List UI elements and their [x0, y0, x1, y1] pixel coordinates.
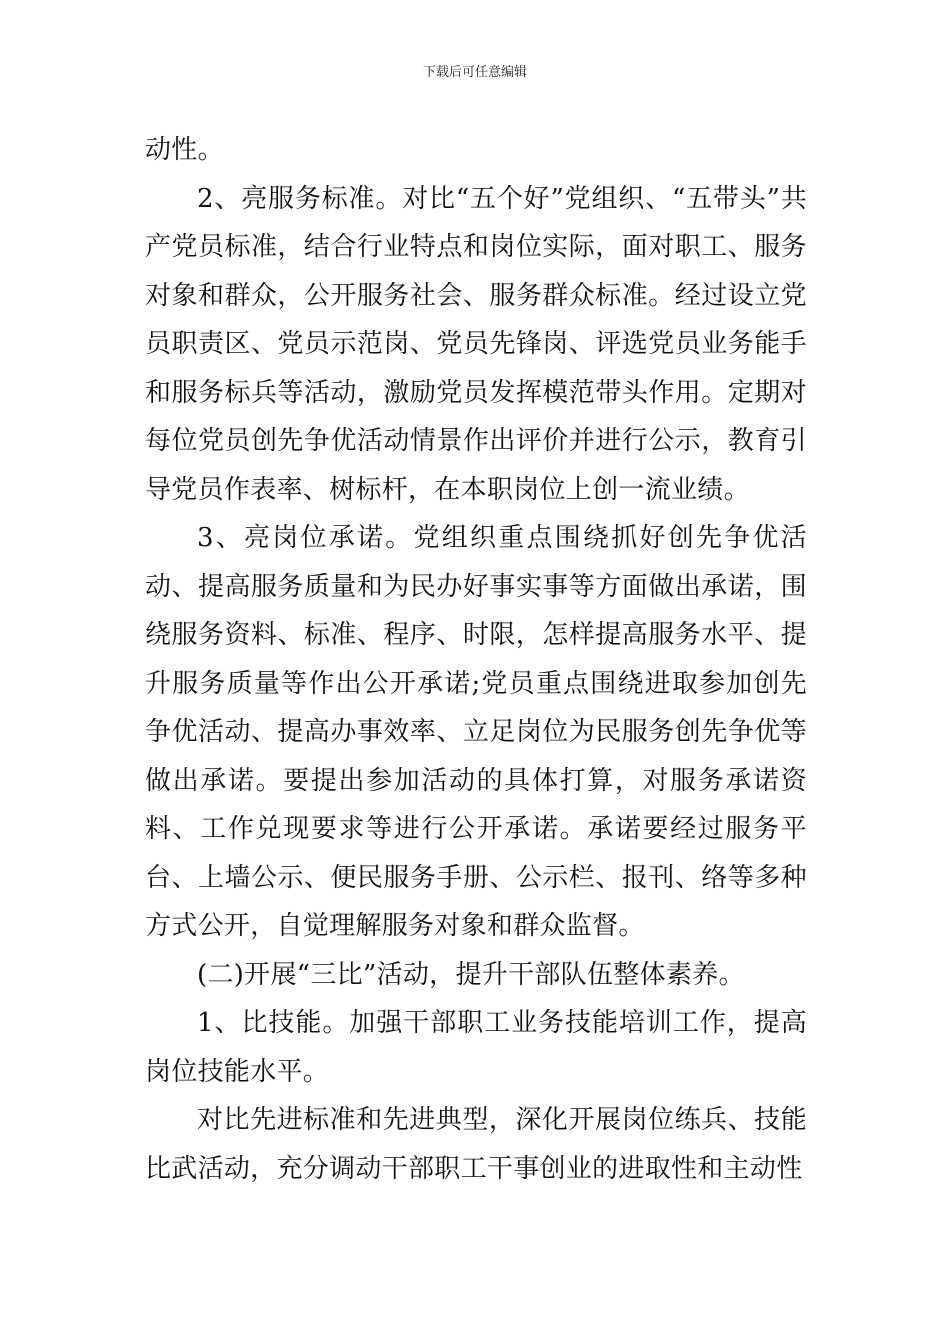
paragraph-post-commitment: 3、亮岗位承诺。党组织重点围绕抓好创先争优活动、提高服务质量和为民办好事实事等方面做出承诺，围绕服务资料、标准、程序、时限，怎样提高服务水平、提升服务质量等作出公开承诺;党员重点围绕进取参加创先争优活动、提高办事效率、立足岗位为民服务创先争优等做出承诺。要提出参加活动的具体打算，对服务承诺资料、工作兑现要求等进行公开承诺。承诺要经过服务平台、上墙公示、便民服务手册、公示栏、报刊、络等多种方式公开，自觉理解服务对象和群众监督。 [145, 523, 807, 941]
page-header-note: 下载后可任意编辑 [422, 65, 527, 80]
document-body [145, 126, 807, 1193]
paragraph-service-standard: 2、亮服务标准。对比“五个好”党组织、“五带头”共产党员标准，结合行业特点和岗位实际，面对职工、服务对象和群众，公开服务社会、服务群众标准。经过设立党员职责区、党员示范岗、党员先锋岗、评选党员业务能手和服务标兵等活动，激励党员发挥模范带头作用。定期对每位党员创先争优活动情景作出评价并进行公示，教育引导党员作表率、树标杆，在本职岗位上创一流业绩。 [145, 183, 807, 505]
paragraph-advanced-standards: 对比先进标准和先进典型，深化开展岗位练兵、技能比武活动，充分调动干部职工干事创业的进取性和主动性 [145, 1105, 807, 1184]
paragraph-compare-skills: 1、比技能。加强干部职工业务技能培训工作，提高岗位技能水平。 [145, 1008, 807, 1087]
paragraph-continuation: 动性。 [145, 135, 224, 165]
section-heading-three-comparisons: (二)开展“三比”活动，提升干部队伍整体素养。 [197, 959, 745, 990]
